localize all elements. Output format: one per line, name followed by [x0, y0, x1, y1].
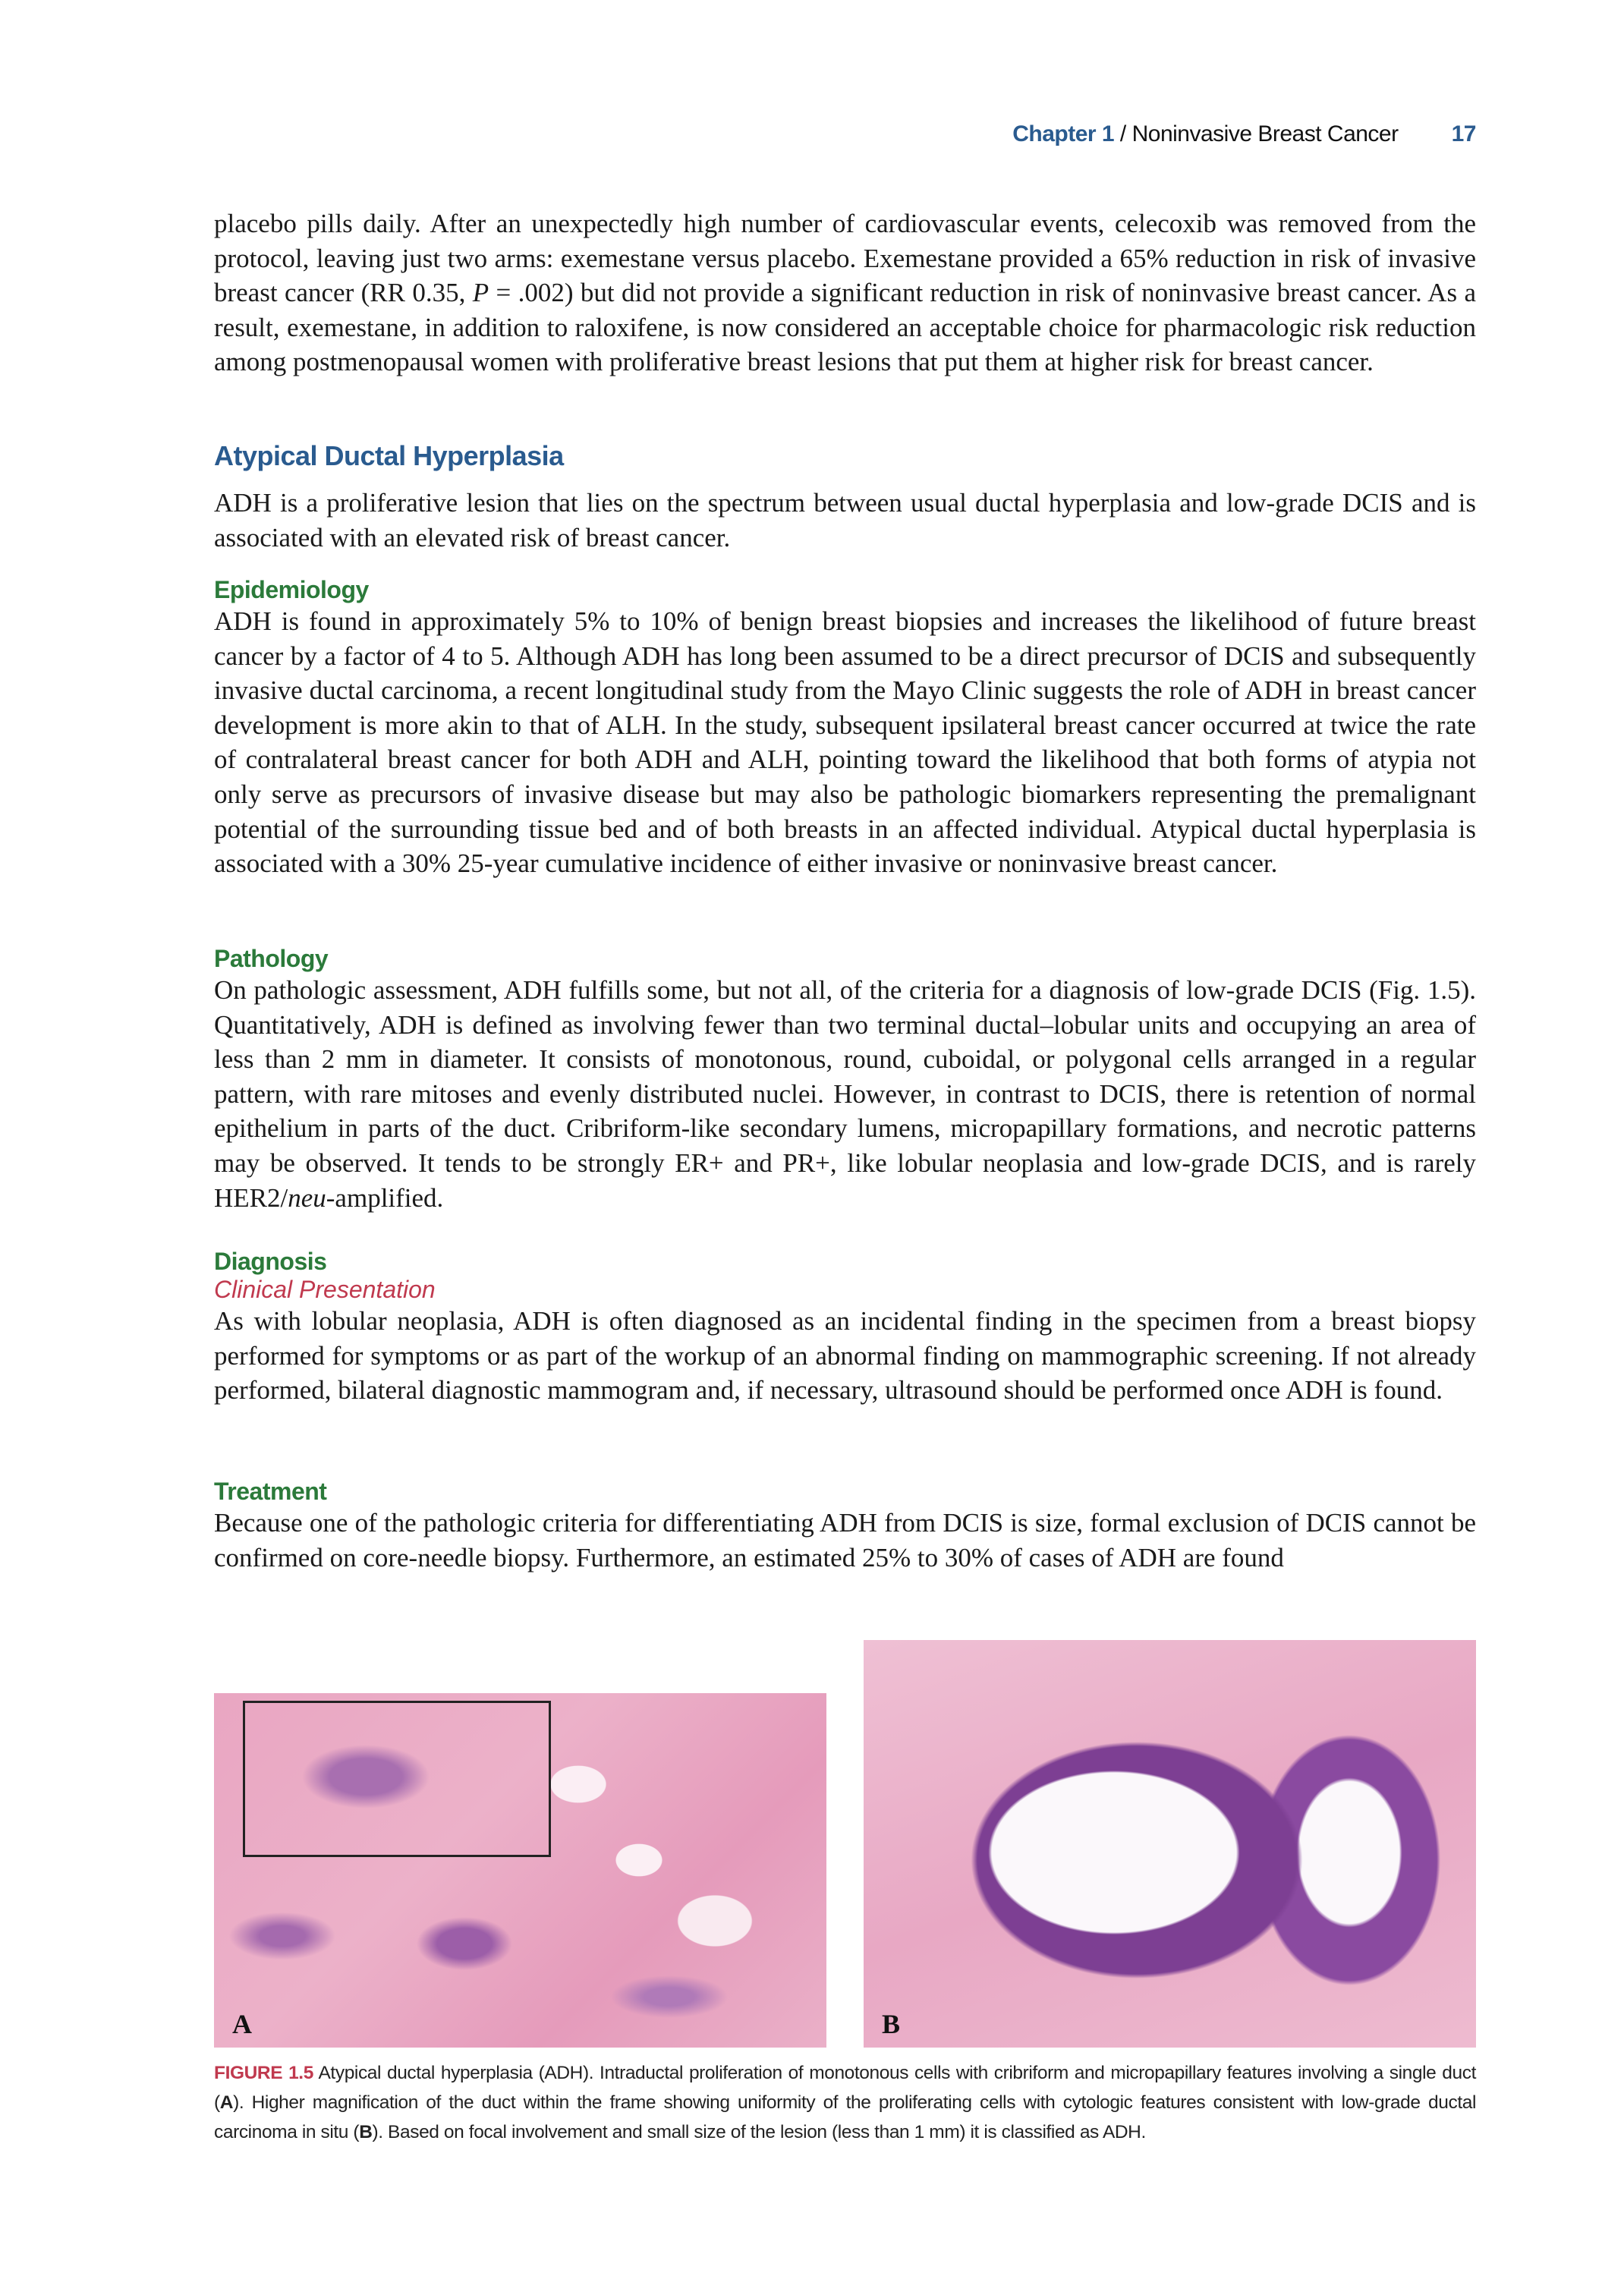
diagnosis-heading: Diagnosis — [214, 1248, 327, 1275]
section-title: Atypical Ductal Hyperplasia — [214, 440, 564, 471]
text: ). Based on focal involvement and small size of the lesion (less than 1 mm) it is classified as ADH. — [372, 2122, 1146, 2142]
running-header — [1012, 121, 1476, 147]
panel-a-label: A — [232, 2009, 252, 2039]
p-value-symbol: P — [472, 278, 489, 308]
pathology-heading: Pathology — [214, 945, 329, 972]
page-number: 17 — [1451, 121, 1476, 146]
text: placebo pills daily. After an unexpectedly high number of cardiovascular events, celecoxib was removed from the protocol, leaving just two arms: exemestane versus placebo. Exemestane provided a 65% reduction in risk of invasive breast cancer (RR 0.35, — [214, 209, 1476, 308]
intro-paragraph-block — [214, 206, 1476, 379]
diagnosis-block — [214, 1248, 1476, 1408]
pathology-block — [214, 945, 1476, 1215]
panel-b-label: B — [882, 2009, 901, 2039]
figure-label: FIGURE 1.5 — [214, 2063, 313, 2083]
diagnosis-text: As with lobular neoplasia, ADH is often diagnosed as an incidental finding in the specimen from a breast biopsy performed for symptoms or as part of the workup of an abnormal finding on mammographic screening. If not already performed, bilateral diagnostic mammogram and, if necessary, ultrasound should be performed once ADH is found. — [214, 1306, 1476, 1406]
text: ). Higher magnification of the duct within the frame showing uniformity of the proliferating cells with cytologic features consistent with low-grade ductal carcinoma in situ ( — [214, 2092, 1476, 2142]
micrograph-panel-a — [214, 1693, 826, 2048]
treatment-heading: Treatment — [214, 1478, 327, 1505]
panel-ref-a: A — [219, 2092, 234, 2113]
text: On pathologic assessment, ADH fulfills some, but not all, of the criteria for a diagnosis of low-grade DCIS (Fig. 1.5). Quantitatively, ADH is defined as involving fewer than two terminal ductal–lobular units and occupying an area of less than 2 mm in diameter. It consists of monotonous, round, cuboidal, or polygonal cells arranged in a regular pattern, with rare mitoses and evenly distributed nuclei. However, in contrast to DCIS, there is retention of normal epithelium in parts of the duct. Cribriform-like secondary lumens, micropapillary formations, and necrotic patterns may be observed. It tends to be strongly ER+ and PR+, like lobular neoplasia and low-grade DCIS, and is rarely HER2/ — [214, 975, 1476, 1213]
epidemiology-heading: Epidemiology — [214, 576, 369, 603]
header-separator: / — [1114, 121, 1132, 146]
epidemiology-text: ADH is found in approximately 5% to 10% of benign breast biopsies and increases the likelihood of future breast cancer by a factor of 4 to 5. Although ADH has long been assumed to be a direct precursor of DCIS and subsequently invasive ductal carcinoma, a recent longitudinal study from the Mayo Clinic suggests the role of ADH in breast cancer development is more akin to that of ALH. In the study, subsequent ipsilateral breast cancer occurred at twice the rate of contralateral breast cancer for both ADH and ALH, pointing toward the likelihood that both forms of atypia not only serve as precursors of invasive disease but may also be pathologic biomarkers representing the premalignant potential of the surrounding tissue bed and of both breasts in an affected individual. Atypical ductal hyperplasia is associated with a 30% 25-year cumulative incidence of either invasive or noninvasive breast cancer. — [214, 606, 1476, 879]
pathology-text — [214, 973, 1476, 1215]
clinical-presentation-subheading: Clinical Presentation — [214, 1276, 436, 1303]
treatment-text: Because one of the pathologic criteria for differentiating ADH from DCIS is size, formal exclusion of DCIS cannot be confirmed on core-needle biopsy. Furthermore, an estimated 25% to 30% of cases of ADH are found — [214, 1508, 1476, 1572]
section-heading — [214, 440, 1476, 472]
text: = .002) but did not provide a significant reduction in risk of noninvasive breast cancer. As a result, exemestane, in addition to raloxifene, is now considered an acceptable choice for pharmacologic risk reduction among postmenopausal women with proliferative breast lesions that put them at higher risk for breast cancer. — [214, 278, 1476, 377]
magnification-frame — [243, 1701, 551, 1857]
neu-italic: neu — [288, 1182, 326, 1213]
chapter-title: Noninvasive Breast Cancer — [1131, 121, 1399, 146]
figure-caption — [214, 2058, 1476, 2147]
epidemiology-block — [214, 576, 1476, 881]
text: -amplified. — [326, 1182, 444, 1213]
intro-paragraph — [214, 206, 1476, 379]
chapter-label: Chapter 1 — [1012, 121, 1115, 146]
panel-ref-b: B — [359, 2122, 373, 2142]
text: Atypical ductal hyperplasia (ADH). Intraductal proliferation of monotonous cells with cribriform and micropapillary features involving a single duct ( — [214, 2063, 1476, 2113]
section-intro-block — [214, 486, 1476, 555]
treatment-block — [214, 1478, 1476, 1575]
section-intro: ADH is a proliferative lesion that lies on the spectrum between usual ductal hyperplasia and low-grade DCIS and is associated with an elevated risk of breast cancer. — [214, 488, 1476, 552]
micrograph-panel-b — [864, 1640, 1476, 2048]
